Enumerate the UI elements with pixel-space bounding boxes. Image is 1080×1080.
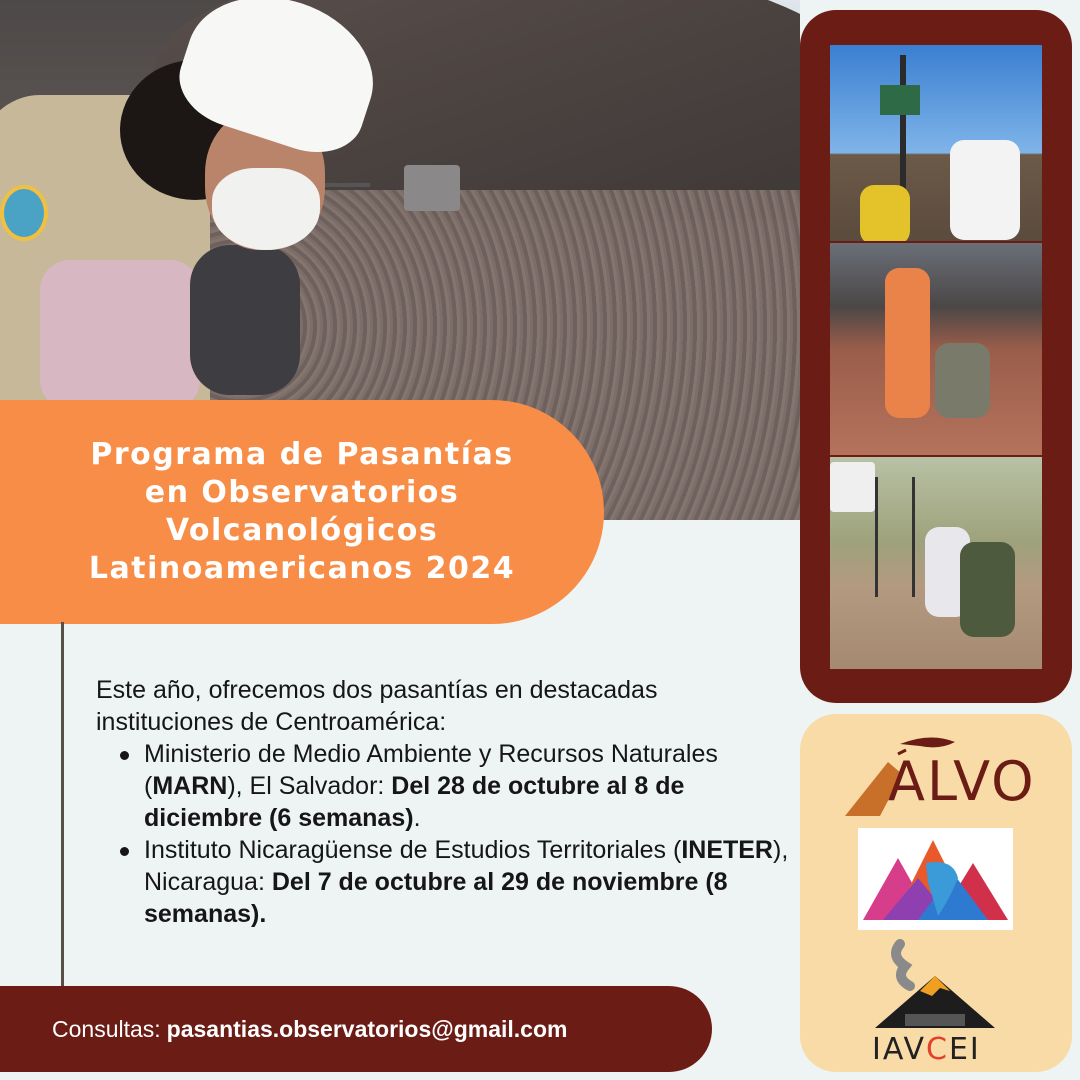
title-line-2: en Observatorios [144,475,460,510]
volcano-plume-icon [860,936,1010,1036]
title-line-4: Latinoamericanos 2024 [88,551,516,586]
researcher-arm [190,245,300,395]
internship-list [118,738,796,930]
intro-text: Este año, ofrecemos dos pasantías en destacadas instituciones de Centroamérica: [96,676,658,736]
contact-label: Consultas: [52,1015,161,1042]
contact-email-link[interactable]: pasantias.observatorios@gmail.com [166,1015,568,1042]
internship-item-marn [118,738,796,834]
title-line-1: Programa de Pasantías [90,437,514,472]
person-figure [885,268,930,418]
photo-field-survey [830,457,1042,669]
iavcei-text-part: IAV [872,1032,926,1067]
photo-monitoring-station [830,45,1042,241]
institution-name: Ministerio de Medio Ambiente y Recursos Naturales ( [144,740,718,800]
institution-name: Instituto Nicaragüense de Estudios Territoriales ( [144,836,682,864]
divider-line [61,622,64,987]
title-banner [0,400,604,624]
alvo-logo [840,724,1036,824]
photo-strip [800,10,1072,703]
equipment-case [404,165,460,211]
triangles-map-icon [858,828,1013,930]
institution-acronym: INETER [681,836,773,864]
iavcei-text-c: C [925,1032,949,1067]
face-mask [212,168,320,250]
institution-acronym: MARN [152,772,228,800]
contact-footer [0,986,712,1072]
iavcei-logo [860,936,1010,1066]
partner-logos [800,714,1072,1072]
program-title [42,436,562,588]
title-line-3: Volcanológicos [165,513,439,548]
network-logo [858,828,1013,930]
person-figure [960,542,1015,637]
person-figure [950,140,1020,240]
sentence-end: . [413,804,421,832]
tripod [875,477,915,597]
truck [830,462,875,512]
description [96,674,796,930]
internship-dates: Del 7 de octubre al 29 de noviembre (8 semanas). [144,868,728,928]
researcher-shirt [40,260,200,410]
field-bench [318,183,370,213]
person-figure [935,343,990,418]
vest-badge [0,185,48,241]
photo-crater-sampling [830,243,1042,455]
person-figure [860,185,910,241]
iavcei-wordmark [872,1032,981,1067]
institution-country: ), Nicaragua: [144,836,789,896]
iavcei-text-part: EI [948,1032,981,1067]
internship-dates: Del 28 de octubre al 8 de diciembre (6 semanas) [144,772,685,832]
internship-item-ineter [118,834,796,930]
alvo-wordmark: ALVO [888,750,1036,813]
solar-panel [880,85,920,115]
institution-country: ), El Salvador: [227,772,392,800]
